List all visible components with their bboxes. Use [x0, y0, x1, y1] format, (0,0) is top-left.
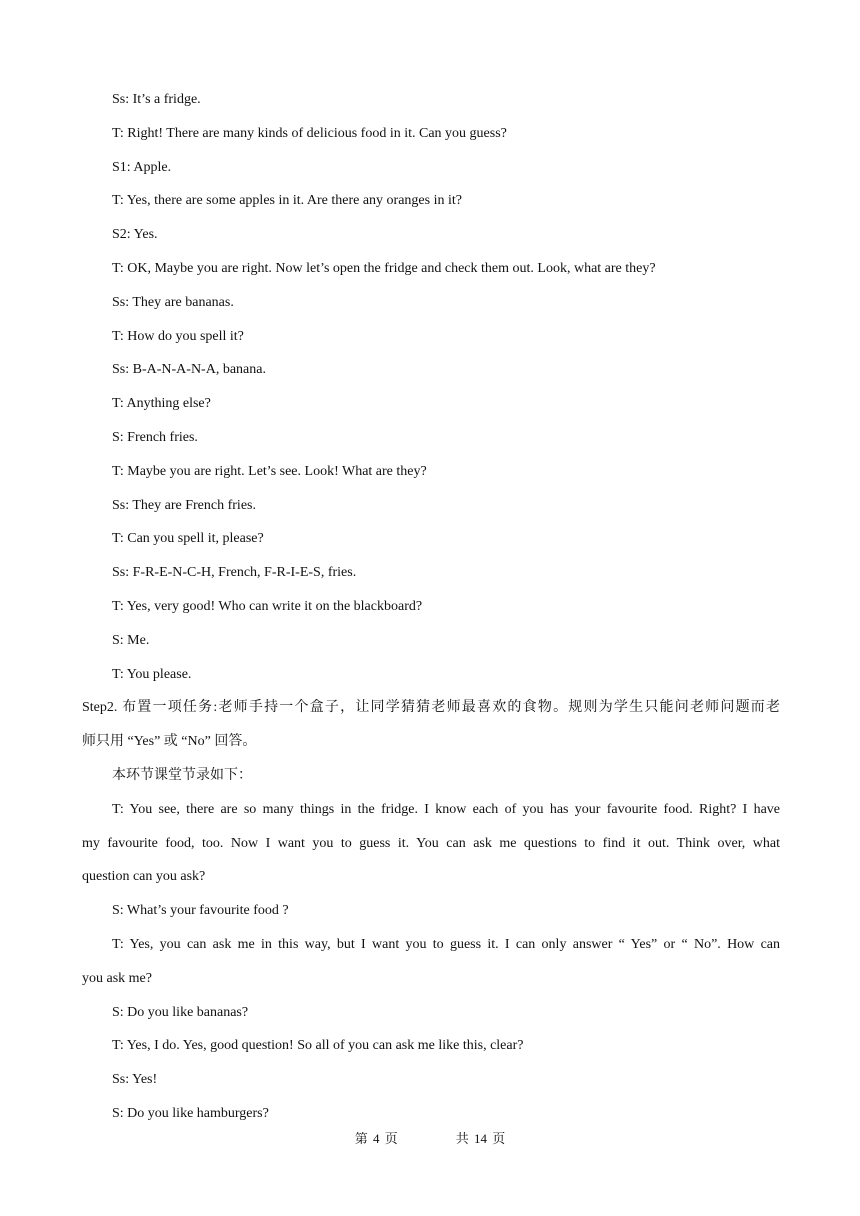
transcript-line: my favourite food, too. Now I want you to guess it. You can ask me questions to find it out. Think over, what [82, 836, 780, 851]
transcript-line: Ss: It’s a fridge. [112, 92, 201, 107]
transcript-line: S1: Apple. [112, 160, 172, 175]
page-total: 共 14 页 [455, 1131, 506, 1146]
transcript-line: T: Right! There are many kinds of delicious food in it. Can you guess? [112, 126, 507, 141]
transcript-line: S: Do you like bananas? [112, 1005, 249, 1020]
transcript-line: S: Do you like hamburgers? [112, 1106, 269, 1121]
transcript-line: T: Yes, you can ask me in this way, but I want you to guess it. I can only answer “ Yes” or “ No”. How can [112, 937, 780, 952]
transcript-line: T: OK, Maybe you are right. Now let’s open the fridge and check them out. Look, what are they? [112, 261, 656, 276]
transcript-line: S: French fries. [112, 430, 198, 445]
step-text: 师只用 “Yes” 或 “No” 回答。 [82, 734, 257, 749]
transcript-line: S: Me. [112, 633, 150, 648]
transcript-line: question can you ask? [82, 869, 206, 884]
transcript-line: T: Anything else? [112, 396, 211, 411]
transcript-line: Ss: They are French fries. [112, 498, 256, 513]
transcript-line: T: You see, there are so many things in the fridge. I know each of you has your favourite food. Right? I have [112, 802, 780, 817]
transcript-line: T: Can you spell it, please? [112, 531, 264, 546]
transcript-line: you ask me? [82, 971, 152, 986]
transcript-line: Ss: They are bananas. [112, 295, 234, 310]
section-note: 本环节课堂节录如下： [112, 768, 252, 783]
transcript-line: T: Yes, I do. Yes, good question! So all of you can ask me like this, clear? [112, 1038, 524, 1053]
transcript-line: T: Yes, very good! Who can write it on the blackboard? [112, 599, 423, 614]
transcript-line: T: Yes, there are some apples in it. Are there any oranges in it? [112, 193, 462, 208]
page-number: 第 4 页 [354, 1131, 398, 1146]
transcript-line: T: You please. [112, 667, 192, 682]
page-footer [0, 1128, 860, 1147]
transcript-line: S2: Yes. [112, 227, 158, 242]
transcript-line: Ss: F-R-E-N-C-H, French, F-R-I-E-S, fries. [112, 565, 357, 580]
step-heading: Step2. 布置一项任务:老师手持一个盒子，让同学猜猜老师最喜欢的食物。规则为学生只能问老师问题而老 [82, 700, 780, 715]
transcript-line: T: Maybe you are right. Let’s see. Look! What are they? [112, 464, 427, 479]
transcript-line: S: What’s your favourite food ? [112, 903, 289, 918]
transcript-line: T: How do you spell it? [112, 329, 244, 344]
transcript-line: Ss: Yes! [112, 1072, 158, 1087]
transcript-line: Ss: B-A-N-A-N-A, banana. [112, 362, 266, 377]
